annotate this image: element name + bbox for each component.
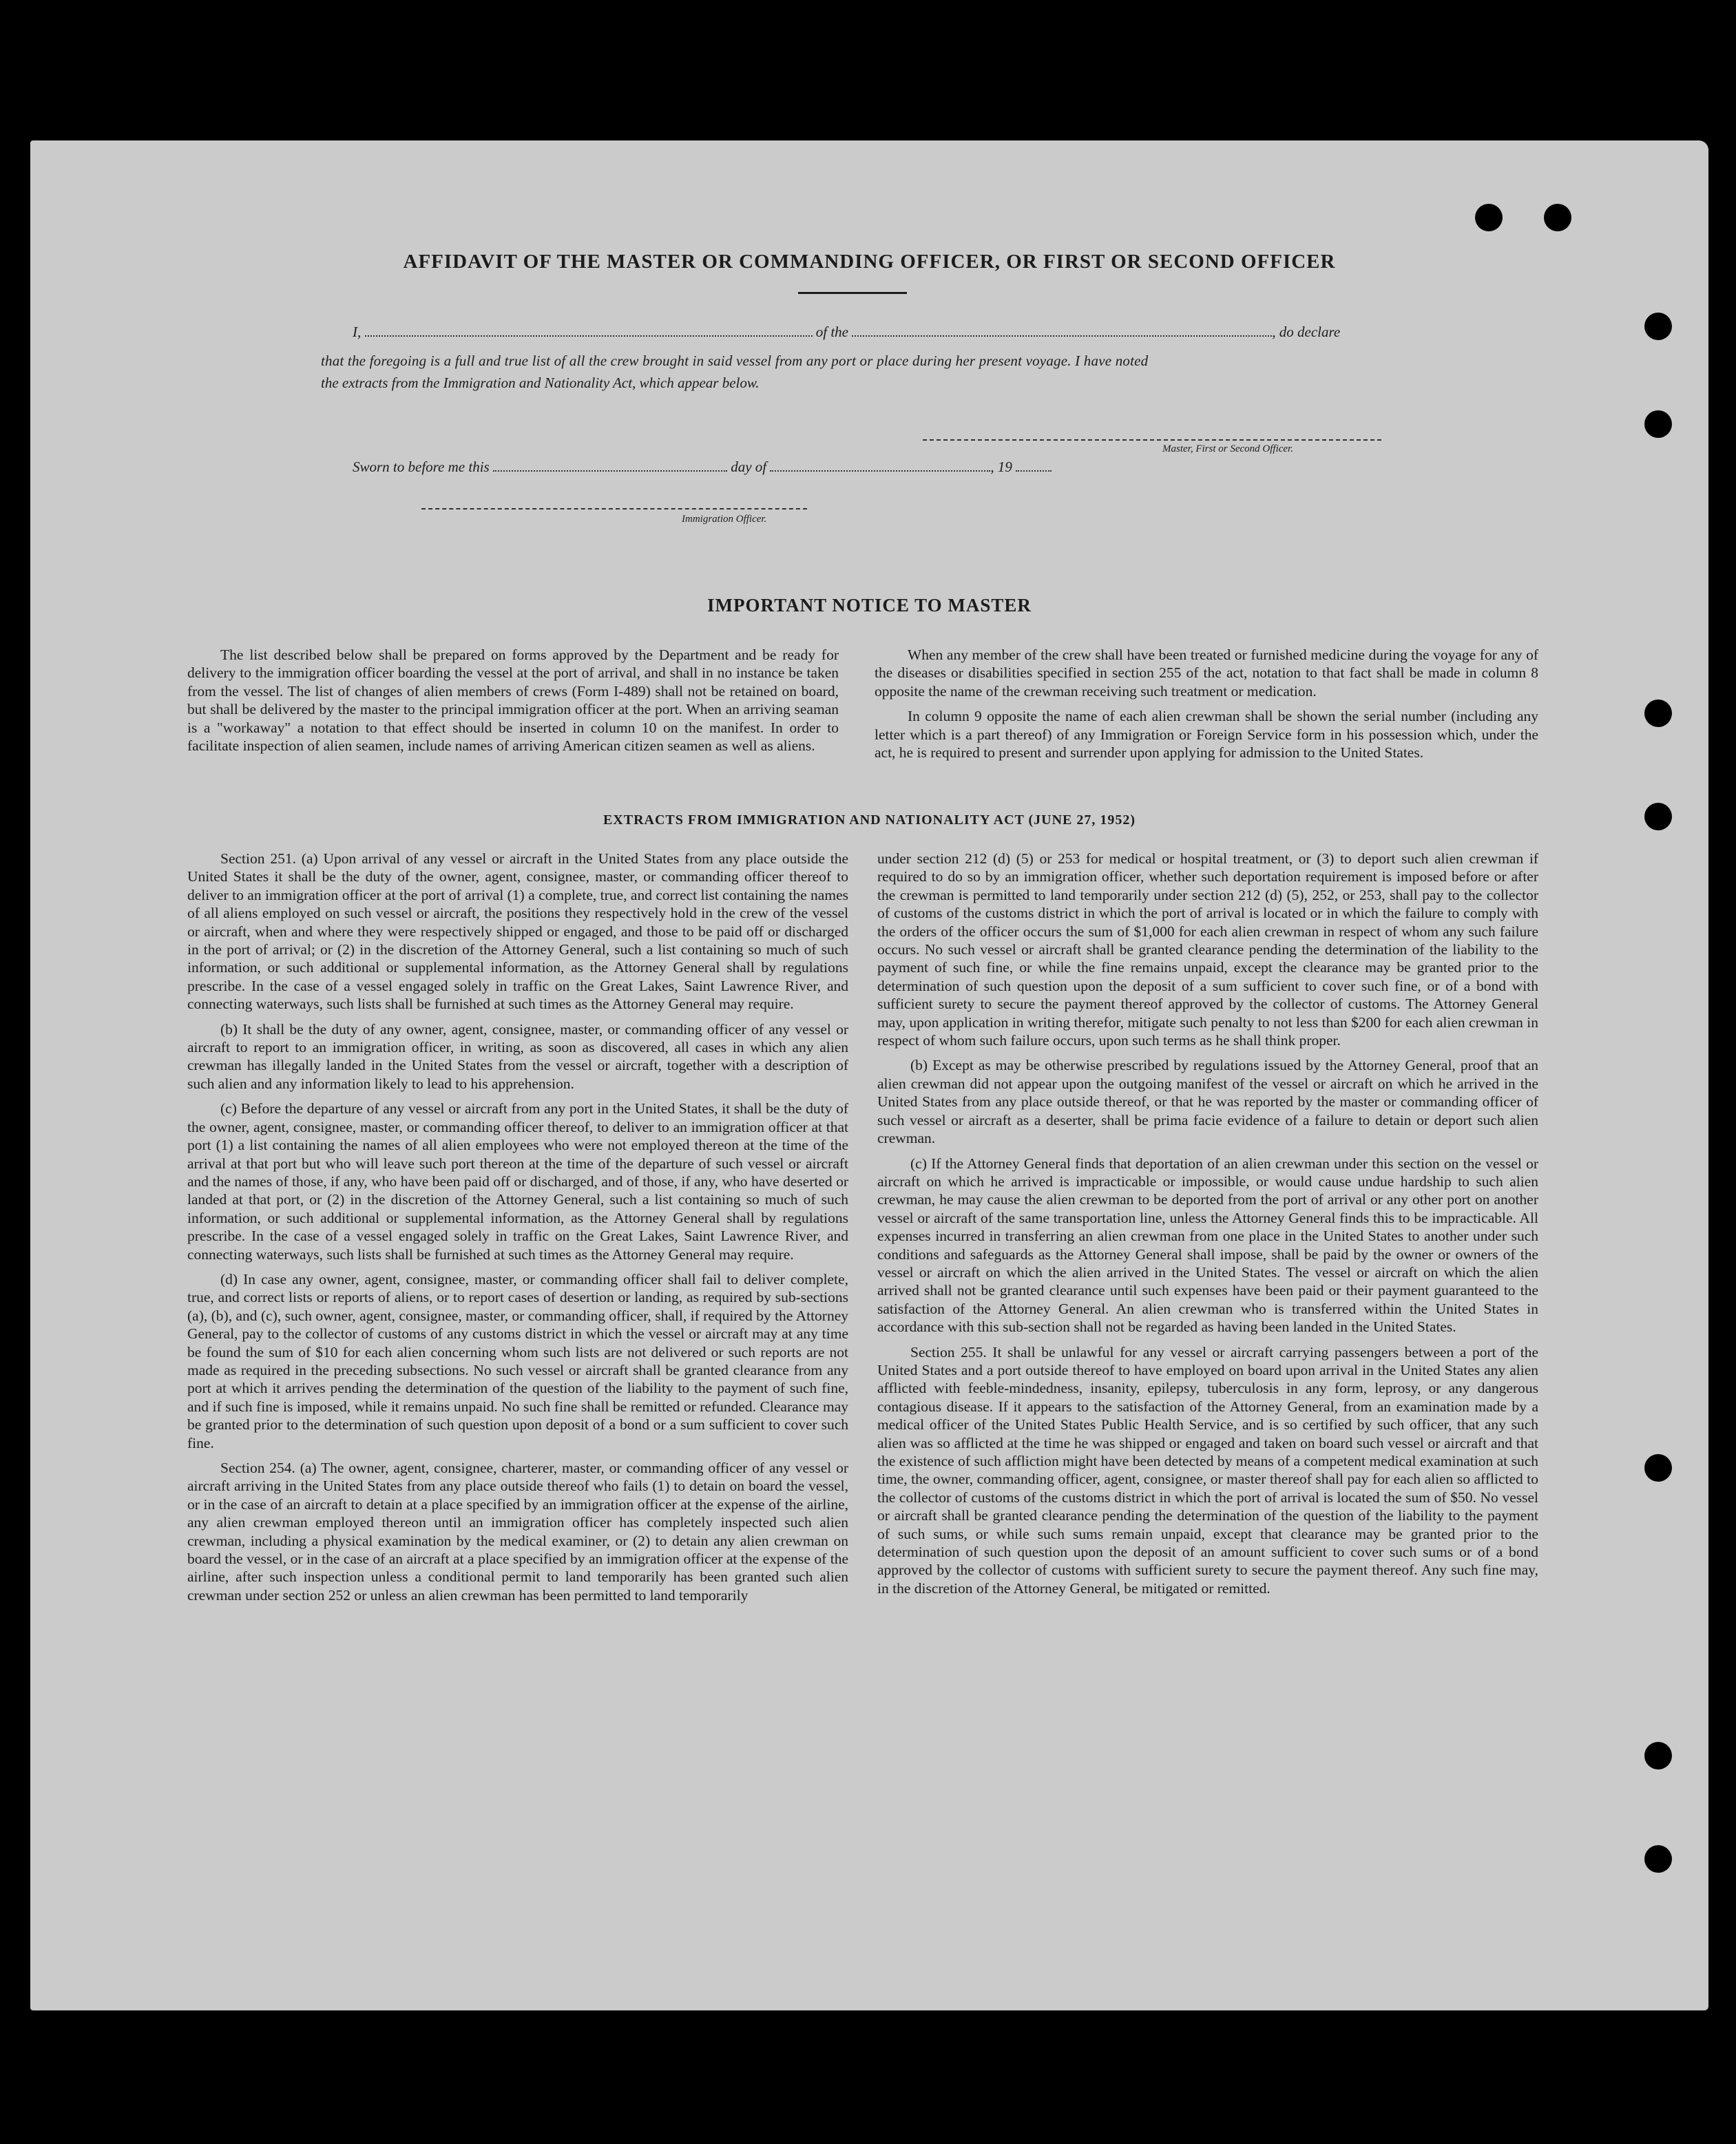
i-label: I, — [353, 324, 362, 340]
notice-right-paragraph-1: When any member of the crew shall have been treated or furnished medicine during the voyage for any of the diseases or disabilities specified in section 255 of the act, notation to that fact shall be made in column 8 opposite the name of the crewman receiving such treatment or medication. — [875, 647, 1538, 700]
notice-left-column — [187, 646, 839, 755]
punch-hole-icon — [1644, 313, 1672, 340]
section-254-a-continued: under section 212 (d) (5) or 253 for medical or hospital treatment, or (3) to deport such alien crewman if required to do so by an immigration officer, whether such deportation requirement is imposed before or after the crewman is permitted to land temporarily under section 212 (d) (5), 252, or 253, shall pay to the collector of customs of the customs district in which the port of arrival is located or in which the failure to comply with the orders of the officer occurs the sum of $1,000 for each alien crewman in respect of whom any such failure occurs. No such vessel or aircraft shall be granted clearance pending the determination of the liability to the payment of such fine, or while the fine remains unpaid, except the clearance may be granted prior to the determination of such question upon the deposit of a sum sufficient to cover such fine, or of a bond with sufficient surety to secure the payment thereof approved by the collector of customs. The Attorney General may, upon application in writing therefor, mitigate such penalty to not less than $200 for each alien crewman in respect of whom such failure occurs, upon such terms as he shall think proper. — [877, 850, 1538, 1049]
document-page — [30, 140, 1708, 2010]
notice-right-column — [875, 646, 1538, 761]
notice-left-paragraph: The list described below shall be prepared on forms approved by the Department and be ready for delivery to the immigration officer boarding the vessel at the port of arrival, and shall in no instance be taken from the vessel. The list of changes of alien members of crews (Form I-489) shall not be retained on board, but shall be delivered by the master to the principal immigration officer at the port. When an arriving seaman is a "workaway" a notation to that effect should be inserted in column 10 on the manifest. In order to facilitate inspection of alien seamen, include names of arriving American citizen seamen as well as aliens. — [187, 647, 839, 755]
punch-hole-icon — [1644, 1742, 1672, 1769]
extracts-right-column — [877, 850, 1538, 1597]
of-the-label: of the — [815, 324, 848, 340]
section-251-b: (b) It shall be the duty of any owner, agent, consignee, master, or commanding officer of any vessel or aircraft to report to an immigration officer, in writing, as soon as discovered, all cases in which any alien crewman has illegally landed in the United States from the vessel or aircraft, together with a description of such alien and any information likely to lead to his apprehension. — [187, 1020, 848, 1092]
master-signature-line[interactable] — [923, 439, 1381, 441]
title-divider — [798, 292, 907, 294]
punch-hole-icon — [1644, 1845, 1672, 1873]
sworn-label: Sworn to before me this — [353, 459, 490, 475]
extracts-title: EXTRACTS FROM IMMIGRATION AND NATIONALITY ACT (JUNE 27, 1952) — [603, 812, 1136, 828]
punch-hole-icon — [1644, 700, 1672, 727]
section-255: Section 255. It shall be unlawful for any vessel or aircraft carrying passengers between a port of the United States and a port outside thereof to have employed on board upon arrival in the United States any alien afflicted with feeble-mindedness, insanity, epilepsy, tuberculosis in any form, leprosy, or any dangerous contagious disease. If it appears to the satisfaction of the Attorney General, from an examination made by a medical officer of the United States Public Health Service, and is so certified by such officer, that any such alien was so afflicted at the time he was shipped or engaged and taken on board such vessel or aircraft and that the existence of such affliction might have been detected by means of a competent medical examination at such time, the owner, commanding officer, agent, consignee, or master thereof shall pay for each alien so afflicted to the collector of customs of the customs district in which the port of arrival is located the sum of $50. No vessel or aircraft shall be granted clearance pending the determination of the question of the liability to the payment of such sums, or while such sums remain unpaid, except that clearance may be granted prior to the determination of such question upon the deposit of an amount sufficient to cover such sums or of a bond approved by the collector of customs with sufficient surety to secure the payment thereof. Any such fine may, in the discretion of the Attorney General, be mitigated or remitted. — [877, 1343, 1538, 1597]
notice-title: IMPORTANT NOTICE TO MASTER — [707, 595, 1032, 616]
affidavit-line-2: that the foregoing is a full and true list of all the crew brought in said vessel from any port or place during her present voyage. I have noted — [321, 353, 1149, 369]
section-251-d: (d) In case any owner, agent, consignee, master, or commanding officer shall fail to deliver complete, true, and correct lists or reports of aliens, or to report cases of desertion or landing, as required by sub-sections (a), (b), and (c), such owner, agent, consignee, master, or commanding officer, shall, if required by the Attorney General, pay to the collector of customs of any customs district in which the vessel or aircraft may at any time be found the sum of $10 for each alien concerning whom such lists are not delivered or such reports are not made as required in the preceding subsections. No such vessel or aircraft shall be granted clearance from any port at which it arrives pending the determination of the question of the liability to the payment of such fine, and if such fine is imposed, while it remains unpaid. No such fine shall be remitted or refunded. Clearance may be granted prior to the determination of such question upon deposit of a bond or a sum sufficient to cover such fine. — [187, 1270, 848, 1451]
affidavit-line-3: the extracts from the Immigration and Nationality Act, which appear below. — [321, 375, 760, 391]
sworn-day-field[interactable] — [493, 465, 727, 472]
punch-hole-icon — [1475, 204, 1503, 231]
sworn-year-field[interactable] — [1016, 465, 1052, 472]
punch-hole-icon — [1544, 204, 1571, 231]
sworn-month-field[interactable] — [770, 465, 990, 472]
vessel-field[interactable] — [852, 330, 1272, 337]
section-254-b: (b) Except as may be otherwise prescribed by regulations issued by the Attorney General, proof that an alien crewman did not appear upon the outgoing manifest of the vessel or aircraft on which he arrived in the United States from any place outside thereof, or that he was reported by the master or commanding officer of such vessel or aircraft as a deserter, shall be prima facie evidence of a failure to detain or deport such alien crewman. — [877, 1057, 1538, 1147]
immigration-officer-caption: Immigration Officer. — [682, 514, 767, 525]
day-of-label: day of — [731, 459, 767, 475]
notice-right-paragraph-2: In column 9 opposite the name of each alien crewman shall be shown the serial number (including any letter which is a part thereof) of any Immigration or Foreign Service form in his possession which, under the act, he is required to present and surrender upon applying for admission to the United States. — [875, 708, 1538, 761]
extracts-left-column — [187, 850, 848, 1604]
section-254-a: Section 254. (a) The owner, agent, consignee, charterer, master, or commanding officer of any vessel or aircraft arriving in the United States from any place outside thereof who fails (1) to detain on board the vessel, or in the case of an aircraft to detain at a place specified by an immigration officer at the expense of the airline, any alien crewman employed thereon until an immigration officer has completely inspected such alien crewman, including a physical examination by the medical examiner, or (2) to detain any alien crewman on board the vessel, or in the case of an aircraft at a place specified by an immigration officer at the expense of the airline, after such inspection unless a conditional permit to land temporarily has been granted such alien crewman under section 252 or unless an alien crewman has been permitted to land temporarily — [187, 1460, 848, 1604]
do-declare-label: , do declare — [1272, 324, 1341, 340]
section-251-c: (c) Before the departure of any vessel or aircraft from any port in the United States, it shall be the duty of the owner, agent, consignee, master, or commanding officer thereof, to deliver to an immigration officer at that port (1) a list containing the names of all alien employees who were not employed thereon at the time of the arrival at that port but who will leave such port thereon at the time of the departure of such vessel or aircraft and the names of those, if any, who have been paid off or discharged, and of those, if any, who have deserted or landed at that port, or (2) in the discretion of the Attorney General, such a list containing so much of such information, or such additional or supplemental information, as the Attorney General shall by regulations prescribe. In the case of a vessel engaged solely in traffic on the Great Lakes, Saint Lawrence River, and connecting waterways, such lists shall be furnished at such times as the Attorney General may require. — [187, 1100, 848, 1263]
section-251-a: Section 251. (a) Upon arrival of any vessel or aircraft in the United States from any place outside the United States it shall be the duty of the owner, agent, consignee, master, or commanding officer thereof to deliver to an immigration officer at the port of arrival (1) a complete, true, and correct list containing the names of all aliens employed on such vessel or aircraft, the positions they respectively hold in the crew of the vessel or aircraft, when and where they were respectively shipped or engaged, and those to be paid off or discharged in the port of arrival; or (2) in the discretion of the Attorney General, such a list containing so much of such information, or such additional or supplemental information, as the Attorney General shall by regulations prescribe. In the case of a vessel engaged solely in traffic on the Great Lakes, Saint Lawrence River, and connecting waterways, such lists shall be furnished at such times as the Attorney General may require. — [187, 850, 848, 1013]
affidavit-title: AFFIDAVIT OF THE MASTER OR COMMANDING OFFICER, OR FIRST OR SECOND OFFICER — [403, 251, 1336, 273]
punch-hole-icon — [1644, 410, 1672, 438]
section-254-c: (c) If the Attorney General finds that deportation of an alien crewman under this section on the vessel or aircraft on which he arrived is impracticable or impossible, or would cause undue hardship to such alien crewman, he may cause the alien crewman to be deported from the port of arrival or any other port on another vessel or aircraft of the same transportation line, unless the Attorney General finds this to be impracticable. All expenses incurred in transferring an alien crewman from one place in the United States to another under such conditions and safeguards as the Attorney General shall impose, shall be paid by the owner or owners of the vessel or aircraft on which the alien arrived in the United States. The vessel or aircraft on which the alien arrived shall not be granted clearance until such expenses have been paid or their payment guaranteed to the satisfaction of the Attorney General. An alien crewman who is transferred within the United States in accordance with this sub-section shall not be regarded as having been landed in the United States. — [877, 1155, 1538, 1336]
name-field[interactable] — [365, 330, 813, 337]
immigration-officer-signature-line[interactable] — [421, 508, 807, 509]
master-signature-caption: Master, First or Second Officer. — [1162, 443, 1293, 454]
sworn-line — [353, 459, 1052, 476]
affidavit-line-1 — [353, 324, 1340, 341]
year-label: , 19 — [990, 459, 1012, 475]
punch-hole-icon — [1644, 1454, 1672, 1482]
